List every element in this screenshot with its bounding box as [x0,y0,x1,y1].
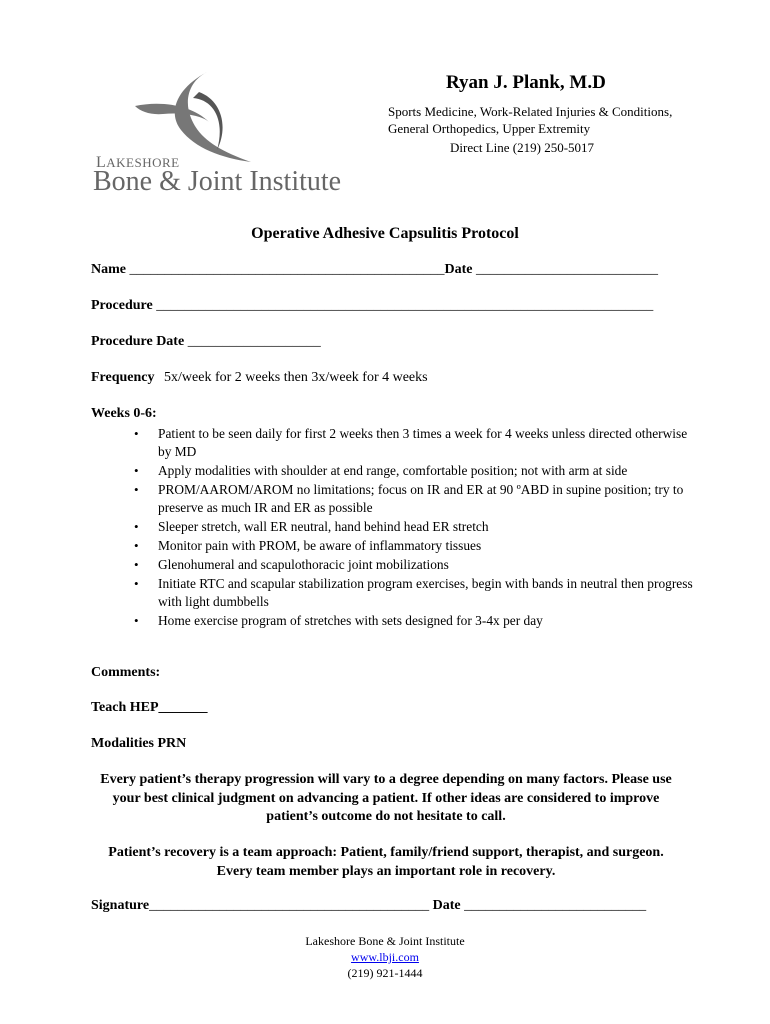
name-field[interactable]: _____________________________________________ [129,262,445,277]
weeks-heading: Weeks 0-6: [91,406,157,421]
signature-date-label: Date [432,898,461,913]
teach-hep-row [91,700,208,716]
document-title: Operative Adhesive Capsulitis Protocol [251,225,519,242]
date-field[interactable]: __________________________ [476,262,658,277]
list-item: • Sleeper stretch, wall ER neutral, hand behind head ER stretch [134,518,694,536]
list-item: • Apply modalities with shoulder at end range, comfortable position; not with arm at side [134,462,694,480]
procedure-field[interactable]: _______________________________________________________________________ [156,298,654,313]
teach-hep-label: Teach HEP [91,700,159,715]
logo-small-line: LAKESHORE [96,154,180,171]
footer-phone: (219) 921-1444 [347,966,423,980]
footer [0,933,770,981]
name-label: Name [91,262,126,277]
list-item: • Initiate RTC and scapular stabilization program exercises, begin with bands in neutral then progress with light dumbbells [134,575,694,612]
frequency-row [91,370,428,386]
procedure-date-row [91,334,321,350]
logo-swoosh-icon [133,70,263,166]
doctor-name: Ryan J. Plank, M.D [446,72,606,93]
footer-website-link[interactable]: www.lbji.com [351,950,419,964]
comments-label: Comments: [91,665,161,680]
teach-hep-field[interactable]: _______ [158,700,208,715]
progression-note: Every patient’s therapy progression will vary to a degree depending on many factors. Please use your best clinical judgment on advancing a patient. If other ideas are considered to improve patient’s outcome do not hesitate to call. [100,772,672,824]
weeks-list [134,425,694,631]
procedure-row [91,298,653,314]
footer-org: Lakeshore Bone & Joint Institute [305,934,465,948]
signature-label: Signature [91,898,150,913]
procedure-date-label: Procedure Date [91,334,185,349]
doctor-direct-line: Direct Line (219) 250-5017 [450,140,595,155]
list-item: • Home exercise program of stretches with sets designed for 3-4x per day [134,612,694,630]
name-row [91,262,658,278]
signature-row [91,898,646,914]
date-label: Date [444,262,473,277]
procedure-date-field[interactable]: ___________________ [187,334,321,349]
frequency-label: Frequency [91,370,155,385]
procedure-label: Procedure [91,298,153,313]
doctor-specialties: Sports Medicine, Work-Related Injuries & Conditions, General Orthopedics, Upper Extremity [388,104,673,136]
list-item: • Monitor pain with PROM, be aware of inflammatory tissues [134,537,694,555]
signature-date-field[interactable]: __________________________ [464,898,647,913]
list-item: • Patient to be seen daily for first 2 weeks then 3 times a week for 4 weeks unless directed otherwise by MD [134,425,694,462]
institute-logo [93,70,373,200]
modalities-label: Modalities PRN [91,736,187,751]
team-approach-note: Patient’s recovery is a team approach: Patient, family/friend support, therapist, and surgeon. Every team member plays an important role in recovery. [108,845,664,879]
frequency-value: 5x/week for 2 weeks then 3x/week for 4 weeks [164,370,428,385]
signature-field[interactable]: ________________________________________ [149,898,430,913]
logo-main-line: Bone & Joint Institute [93,166,342,197]
list-item: • PROM/AAROM/AROM no limitations; focus on IR and ER at 90 ºABD in supine position; try to preserve as much IR and ER as possible [134,481,694,518]
list-item: • Glenohumeral and scapulothoracic joint mobilizations [134,556,694,574]
